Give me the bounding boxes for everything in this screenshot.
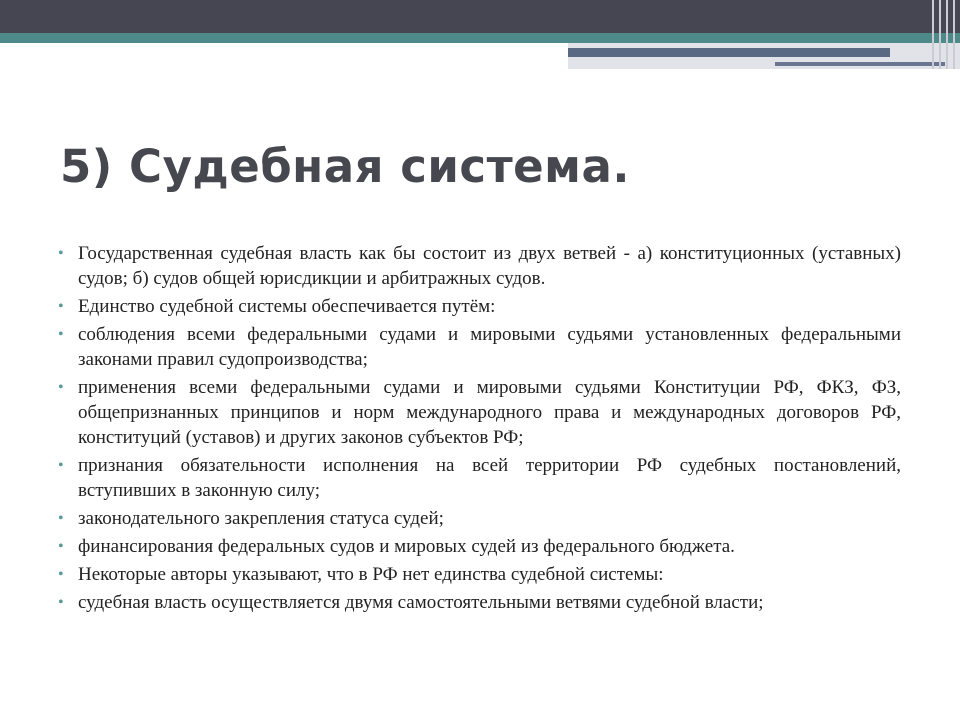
bullet-text: признания обязательности исполнения на всей территории РФ судебных постановлений, вступивших в законную силу; <box>78 455 901 501</box>
bullet-item <box>58 375 901 450</box>
bullet-item <box>58 241 901 291</box>
bullet-icon: • <box>58 594 64 611</box>
vertical-line <box>932 0 934 69</box>
bullet-icon: • <box>58 457 64 474</box>
bullet-text: законодательного закрепления статуса судей; <box>78 508 444 529</box>
bullet-text: Государственная судебная власть как бы состоит из двух ветвей - а) конституционных (уставных) судов; б) судов общей юрисдикции и арбитражных судов. <box>78 243 901 289</box>
bullet-icon: • <box>58 538 64 555</box>
bullet-icon: • <box>58 510 64 527</box>
bullet-text: Некоторые авторы указывают, что в РФ нет единства судебной системы: <box>78 564 664 585</box>
bullet-list <box>58 241 901 618</box>
bullet-text: финансирования федеральных судов и мировых судей из федерального бюджета. <box>78 536 735 557</box>
bullet-item <box>58 453 901 503</box>
header-accent-bar-thin <box>775 62 945 66</box>
bullet-icon: • <box>58 326 64 343</box>
bullet-icon: • <box>58 379 64 396</box>
vertical-line <box>946 0 948 69</box>
header-teal-band <box>0 33 960 43</box>
bullet-item <box>58 534 901 559</box>
vertical-line <box>953 0 955 69</box>
bullet-icon: • <box>58 245 64 262</box>
bullet-icon: • <box>58 298 64 315</box>
bullet-item <box>58 322 901 372</box>
slide-title: 5) Судебная система. <box>60 140 630 193</box>
bullet-text: судебная власть осуществляется двумя самостоятельными ветвями судебной власти; <box>78 592 764 613</box>
bullet-text: Единство судебной системы обеспечивается путём: <box>78 296 496 317</box>
header-dark-band <box>0 0 960 33</box>
bullet-item <box>58 562 901 587</box>
bullet-item <box>58 506 901 531</box>
bullet-item <box>58 590 901 615</box>
header-accent-bar <box>568 48 890 57</box>
header-vertical-lines <box>930 0 960 69</box>
bullet-text: соблюдения всеми федеральными судами и мировыми судьями установленных федеральными законами правил судопроизводства; <box>78 324 901 370</box>
vertical-line <box>939 0 941 69</box>
bullet-item <box>58 294 901 319</box>
bullet-text: применения всеми федеральными судами и мировыми судьями Конституции РФ, ФКЗ, ФЗ, общепризнанных принципов и норм международного права и международных договоров РФ, конституций (уставов) и других законов субъектов РФ; <box>78 377 901 448</box>
bullet-icon: • <box>58 566 64 583</box>
